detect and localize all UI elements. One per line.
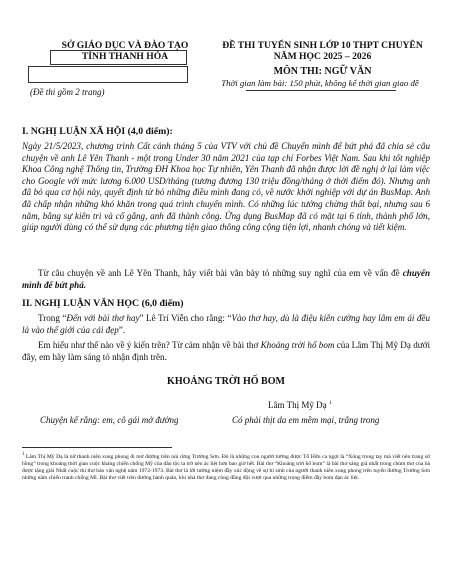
header-divider xyxy=(246,90,396,91)
school-year: NĂM HỌC 2025 – 2026 xyxy=(273,51,372,62)
footnote-marker: 1 xyxy=(22,452,25,457)
poem-author xyxy=(268,398,418,411)
section2-task xyxy=(22,340,430,363)
section2-poem-ref: Khoảng trời hố bom xyxy=(260,340,335,350)
section1-heading: I. NGHỊ LUẬN XÃ HỘI (4,0 điểm): xyxy=(22,126,173,137)
official-stamp-box xyxy=(50,50,187,65)
footnote-text: Lâm Thị Mỹ Dạ là nữ thanh niên xung phong đi mở đường trên núi rừng Trường Sơn. Đó là những con người tưởng được Tố Hữu ca ngợi là “Xông trong tay mà viết nên trang sử hồng” trong khoảng thời gian cuộc kháng chiến chống Mỹ của dân tộc ta trở nên ác liệt hơn bao giờ hết. Bài thơ “Khoảng trời hố bom” là bài thơ sáng giá nhất trong chùm thơ của bà được tặng giải Nhất cuộc thi thơ báo văn nghệ năm 1972-1973. Bài thơ là lời tưởng niệm đầy xúc động về sự hi sinh của người thanh niên xung phong trên tuyến đường Trường Sơn những năm chiến tranh chống Mĩ. Bài thơ viết trên đường hành quân, khi nhà thơ đang cùng đồng đội vượt qua những trọng điểm đầy bom đạn ác liệt. xyxy=(22,453,431,482)
poem-author-name: Lâm Thị Mỹ Dạ xyxy=(268,400,327,410)
section1-task-text: Từ câu chuyện về anh Lê Yên Thanh, hãy viết bài văn bày tỏ những suy nghĩ của em về vấn đề xyxy=(38,268,403,278)
pages-note: (Đề thi gồm 2 trang) xyxy=(30,87,105,97)
province-name: TỈNH THANH HÓA xyxy=(81,51,169,62)
poem-line1-right: Có phải thịt da em mềm mại, trắng trong xyxy=(232,415,380,425)
intro-quote: Vào thơ hay, dù là điệu kiên cường hay lãm em ái đều là vào thế giới của cái đẹp xyxy=(22,313,431,335)
poem-title: KHOẢNG TRỜI HỐ BOM xyxy=(167,376,285,387)
intro-mid: ” Lê Trí Viễn cho rằng: “ xyxy=(139,313,232,323)
exam-title: ĐỀ THI TUYỂN SINH LỚP 10 THPT CHUYÊN xyxy=(222,40,423,51)
section2-intro xyxy=(22,313,430,336)
section1-task-emphasis: chuyển mình để bứt phá. xyxy=(22,268,430,290)
duration-note: Thời gian làm bài: 150 phút, không kể thời gian giao đề xyxy=(221,78,419,88)
section2-task-text: Em hiểu như thế nào về ý kiến trên? Từ cảm nhận về bài thơ xyxy=(38,340,261,350)
footnote xyxy=(22,451,430,483)
intro-suffix: ”. xyxy=(118,324,126,335)
intro-prefix: Trong “ xyxy=(38,313,67,323)
subject-title: MÔN THI: NGỮ VĂN xyxy=(273,66,372,77)
intro-work-title: Đến với bài thơ hay xyxy=(66,313,140,323)
section1-passage: Ngày 21/5/2023, chương trình Cất cánh tháng 5 của VTV với chủ đề Chuyển mình để bứt phá đã chia sẻ câu chuyện về anh Lê Yên Thanh - một trong Under 30 năm 2021 của tạp chí Forbes Việt Nam. Sau khi tốt nghiệp Khoa Công nghệ Thông tin, Trường ĐH Khoa học Tự nhiên, Yên Thanh đã nhận được lời đề nghị ở lại làm việc cho Google với mức lương 6.000 USD/tháng (tương đương 130 triệu đồng/tháng ở thời điểm đó). Nhưng anh đã bỏ qua cơ hội này, quyết định từ bỏ những điều mình đang có, về nước khởi nghiệp với dự án BusMap. Anh đã chấp nhận những khó khăn trong quá trình chuyển mình. Có những lúc tưởng chừng thất bại, nhưng sau 6 năm, bằng sự kiên trì và cố gắng, anh đã thành công. Ứng dụng BusMap đã có mặt tại 6 tỉnh, thành phố lớn, giúp người dùng có thể sử dụng các phương tiện giao thông công cộng tiện lợi, nhanh chóng và tiết kiệm. xyxy=(22,141,430,233)
section2-heading: II. NGHỊ LUẬN VĂN HỌC (6,0 điểm) xyxy=(22,298,184,309)
footnote-ref: 1 xyxy=(328,400,332,406)
footnote-divider xyxy=(22,447,172,448)
section1-task xyxy=(22,268,430,291)
section2-task-suffix: của Lâm Thị Mỹ Dạ dưới đây, em hãy làm sáng tỏ nhận định trên. xyxy=(22,340,431,362)
department-name: SỞ GIÁO DỤC VÀ ĐÀO TẠO xyxy=(61,40,189,51)
candidate-number-box xyxy=(28,66,188,83)
poem-line1-left: Chuyện kể rằng: em, cô gái mở đường xyxy=(40,415,179,425)
